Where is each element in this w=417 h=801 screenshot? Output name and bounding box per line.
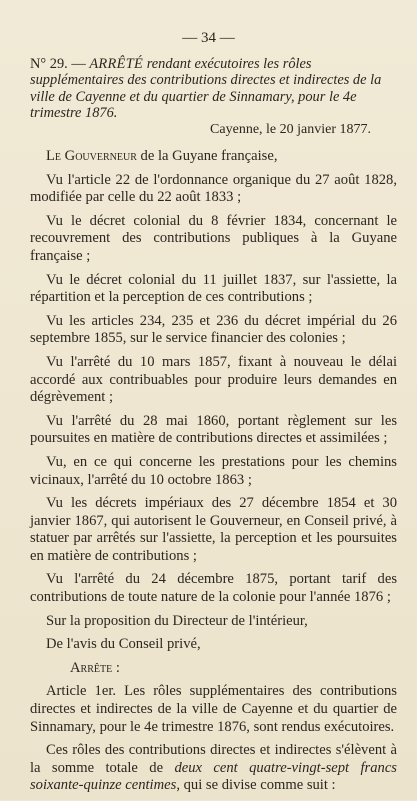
decree-heading [30,56,397,122]
consideration: Vu les décrets impériaux des 27 décembre 1854 et 30 janvier 1867, qui autorisent le Gouverneur, en Conseil privé, à statuer par arrêtés sur l'assiette, la perception et les poursuites en matière de contributions ; [30,495,397,564]
consideration: Vu le décret colonial du 8 février 1834, concernant le recouvrement des contributions publiques à la Guyane française ; [30,212,397,264]
governor-label: Le Gouverneur [46,148,137,164]
consideration: De l'avis du Conseil privé, [46,636,201,653]
consideration: Sur la proposition du Directeur de l'intérieur, [46,612,308,629]
consideration: Vu l'arrêté du 10 mars 1857, fixant à nouveau le délai accordé aux contribuables pour produire leurs demandes en dégrèvement ; [30,353,397,406]
governor-line [30,148,397,166]
consideration: Vu le décret colonial du 11 juillet 1837, sur l'assiette, la répartition et la perception de ces contributions ; [30,271,397,306]
decree-title-word: ARRÊTÉ [89,56,144,72]
article-1: Article 1er. Les rôles supplémentaires des contributions directes et indirectes de la ville de Cayenne et du quartier de Sinnamary, pour le 4e trimestre 1876, sont rendus exécutoires. [30,683,397,735]
governor-rest: de la Guyane française, [140,148,278,164]
consideration: Vu, en ce qui concerne les prestations pour les chemins vicinaux, l'arrêté du 10 octobre 1863 ; [30,453,397,488]
decree-number: N° 29. — [30,56,86,72]
decree-date: Cayenne, le 20 janvier 1877. [210,122,371,137]
decree-title: rendant exécutoires les rôles supplémentaires des contributions directes et indirectes de la ville de Cayenne et du quartier de Sinnamary, pour le 4e trimestre 1876. [30,56,382,122]
final-paragraph [30,742,397,795]
arrete-heading: Arrête : [70,659,120,676]
final-amount: deux cent quatre-vingt-sept francs soixante-quinze centimes [30,759,397,794]
page-number: — 34 — [182,30,235,46]
consideration: Vu l'arrêté du 24 décembre 1875, portant tarif des contributions de toute nature de la colonie pour l'année 1876 ; [30,571,397,606]
decree-body [30,148,397,801]
consideration: Vu les articles 234, 235 et 236 du décret impérial du 26 septembre 1855, sur le service financier des colonies ; [30,312,397,347]
consideration: Vu l'arrêté du 28 mai 1860, portant règlement sur les poursuites en matière de contributions directes et assimilées ; [30,412,397,447]
final-end: , qui se divise comme suit : [176,777,336,794]
final-start: Ces rôles des contributions directes et indirectes s'élèvent à la somme totale de [30,742,397,776]
consideration: Vu l'article 22 de l'ordonnance organique du 27 août 1828, modifiée par celle du 22 août 1833 ; [30,171,397,206]
